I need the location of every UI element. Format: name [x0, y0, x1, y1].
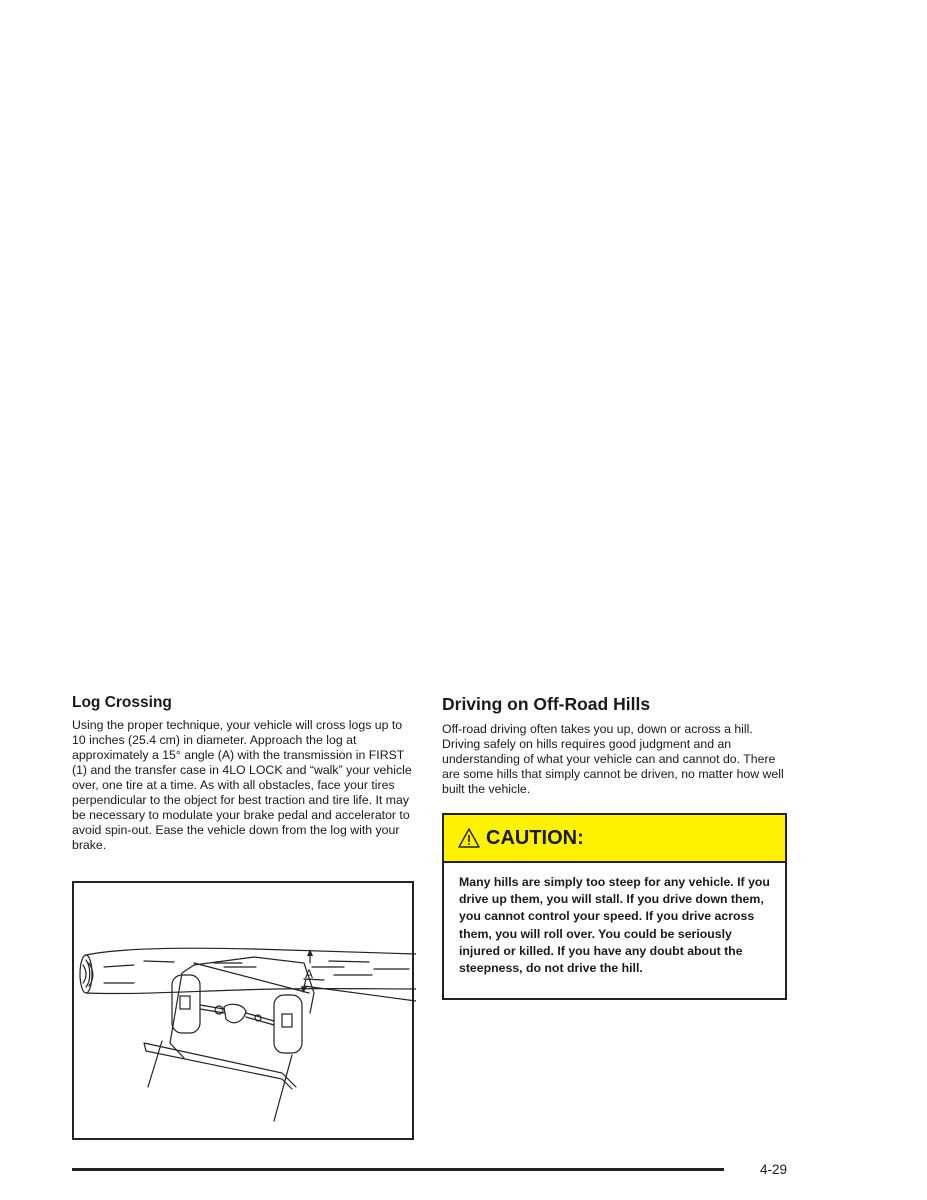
log-bottom-edge: [86, 989, 416, 994]
caution-label: CAUTION:: [486, 826, 584, 849]
right-front-tire: [274, 995, 302, 1053]
warning-triangle-icon: [458, 828, 480, 848]
caution-text: Many hills are simply too steep for any vehicle. If you drive up them, you will stall. If you drive down them, you cannot control your speed. If you drive across them, you will roll over. You could be seriously injured or killed. If you have any doubt about the steepness, do not drive the hill.: [459, 875, 770, 976]
caution-box: [442, 813, 787, 1000]
caution-header: [444, 815, 785, 863]
log-crossing-heading: Log Crossing: [72, 694, 172, 711]
log-top-edge: [86, 948, 416, 955]
log-crossing-section: [72, 694, 418, 853]
differential: [224, 1004, 246, 1022]
footer-rule: [72, 1168, 724, 1171]
off-road-hills-paragraph: Off-road driving often takes you up, down or across a hill. Driving safely on hills requires good judgment and an understanding of what your vehicle can and cannot do. There are some hills that simply cannot be driven, no matter how well built the vehicle.: [442, 722, 784, 796]
angle-label-a: A: [305, 967, 314, 981]
log-crossing-drawing: [74, 883, 416, 1142]
page-number: 4-29: [760, 1162, 788, 1177]
off-road-hills-section: [442, 694, 787, 797]
off-road-hills-heading: Driving on Off-Road Hills: [442, 694, 651, 714]
log-crossing-paragraph: Using the proper technique, your vehicle will cross logs up to 10 inches (25.4 cm) in diameter. Approach the log at approximately a 15° angle (A) with the transmission in FIRST (1) and the transfer case in 4LO LOCK and “walk” your vehicle over, one tire at a time. As with all obstacles, face your tires perpendicular to the object for best traction and tire life. It may be necessary to modulate your brake pedal and accelerator to avoid spin-out. Ease the vehicle down from the log with your brake.: [72, 718, 412, 852]
log-crossing-illustration: [72, 881, 414, 1140]
